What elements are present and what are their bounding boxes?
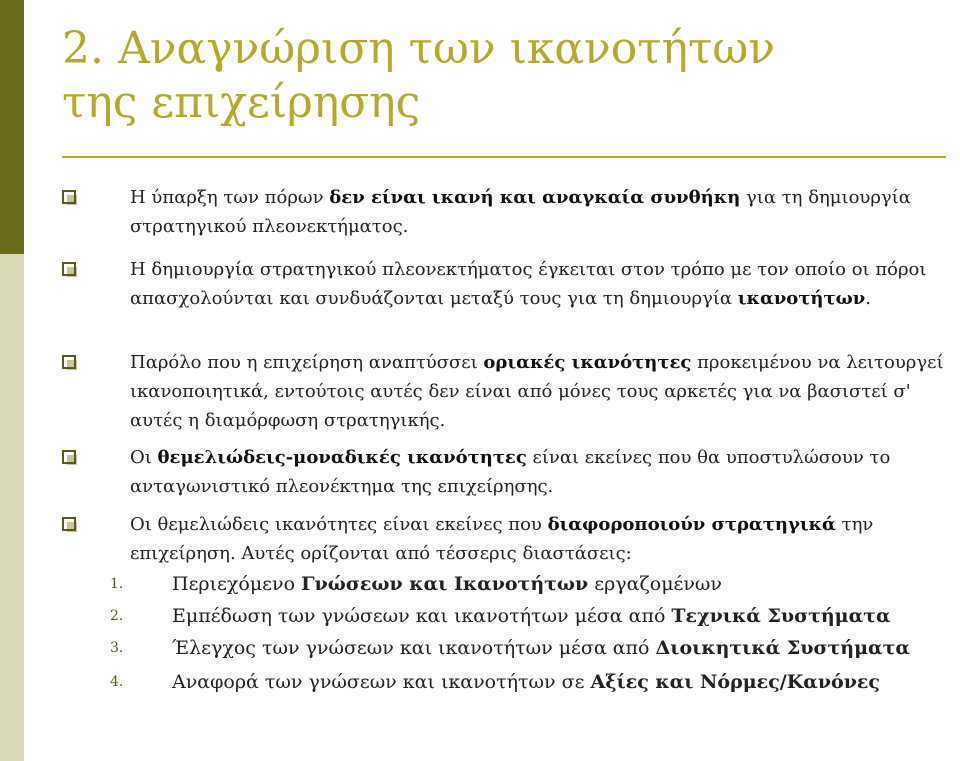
bullet-paragraph-4: Οι θεμελιώδεις-μοναδικές ικανότητες είναι εκείνες που θα υποστυλώσουν το ανταγωνιστικό πλεονέκτημα της επιχείρησης. (130, 447, 891, 497)
list-number: 1. (110, 576, 124, 592)
slide-title-line-1: 2. Αναγνώριση των ικανοτήτων (62, 23, 775, 74)
sidebar-light-band (0, 254, 24, 761)
numbered-item-4: Αναφορά των γνώσεων και ικανοτήτων σε Αξίες και Νόρμες/Κανόνες (172, 671, 880, 693)
list-number: 4. (110, 674, 124, 690)
list-number: 3. (110, 640, 124, 656)
slide-title-line-2: της επιχείρησης (62, 77, 421, 128)
bullet-paragraph-3: Παρόλο που η επιχείρηση αναπτύσσει οριακές ικανότητες προκειμένου να λειτουργεί ικανοποιητικά, εντούτοις αυτές δεν είναι από μόνες τους αρκετές για να βασιστεί σ' αυτές η διαμόρφωση στρατηγικής. (130, 352, 944, 431)
square-bullet-icon (62, 355, 76, 369)
numbered-item-2: Εμπέδωση των γνώσεων και ικανοτήτων μέσα από Τεχνικά Συστήματα (172, 605, 891, 627)
bullet-paragraph-1: Η ύπαρξη των πόρων δεν είναι ικανή και αναγκαία συνθήκη για τη δημιουργία στρατηγικού πλεονεκτήματος. (130, 187, 911, 237)
square-bullet-icon (62, 262, 76, 276)
list-number: 2. (110, 608, 124, 624)
square-bullet-icon (62, 190, 76, 204)
square-bullet-icon (62, 450, 76, 464)
bullet-paragraph-2: Η δημιουργία στρατηγικού πλεονεκτήματος έγκειται στον τρόπο με τον οποίο οι πόροι απασχολούνται και συνδυάζονται μεταξύ τους για τη δημιουργία ικανοτήτων. (130, 259, 927, 309)
sidebar-dark-band (0, 0, 24, 254)
bullet-paragraph-5: Οι θεμελιώδεις ικανότητες είναι εκείνες που διαφοροποιούν στρατηγικά την επιχείρηση. Αυτές ορίζονται από τέσσερις διαστάσεις: (130, 514, 874, 564)
square-bullet-icon (62, 517, 76, 531)
numbered-item-3: Έλεγχος των γνώσεων και ικανοτήτων μέσα από Διοικητικά Συστήματα (172, 637, 910, 659)
numbered-item-1: Περιεχόμενο Γνώσεων και Ικανοτήτων εργαζομένων (172, 573, 722, 595)
slide-title (62, 22, 942, 130)
title-divider (62, 156, 946, 158)
